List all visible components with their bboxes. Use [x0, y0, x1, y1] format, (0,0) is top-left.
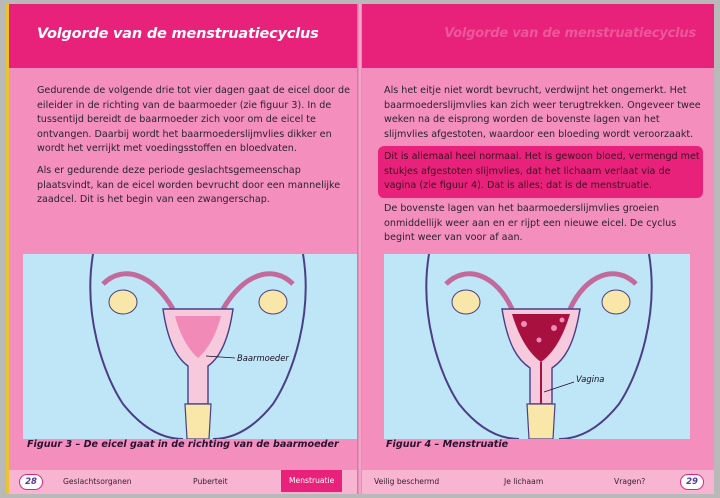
page-number-29: 29 — [680, 474, 704, 490]
page-title-faded: Volgorde van de menstruatiecyclus — [444, 26, 696, 41]
uterus-diagram-fig3 — [23, 254, 361, 439]
figure-4-illustration — [384, 254, 690, 439]
figure-label-vagina: Vagina — [576, 374, 605, 384]
figure-3-caption: Figuur 3 – De eicel gaat in de richting van de baarmoeder — [27, 439, 339, 450]
left-page-header — [9, 4, 361, 68]
right-paragraph-3: De bovenste lagen van het baarmoederslijmvlies groeien onmiddellijk weer aan en er rijpt een nieuwe eicel. De cyclus begint weer van voor af aan. — [384, 203, 677, 244]
figure-label-baarmoeder: Baarmoeder — [237, 353, 289, 363]
left-paragraph-1: Gedurende de volgende drie tot vier dagen gaat de eicel door de eileider in de richting van de baarmoeder (zie figuur 3). In de tussentijd bereidt de baarmoeder zich voor om de eicel te ontvangen. Daarbij wordt het baarmoederslijmvlies dikker en wordt het verrijkt met voedingsstoffen en bloedvaten. — [37, 85, 351, 155]
left-footer-nav — [9, 470, 361, 494]
uterus-diagram-fig4 — [384, 254, 690, 439]
tab-menstruatie[interactable]: Menstruatie — [281, 470, 342, 492]
right-page — [362, 4, 714, 494]
tab-geslachtsorganen[interactable]: Geslachtsorganen — [63, 477, 132, 486]
page-title: Volgorde van de menstruatiecyclus — [37, 26, 319, 42]
tab-puberteit[interactable]: Puberteit — [193, 477, 228, 486]
right-paragraph-1: Als het eitje niet wordt bevrucht, verdwijnt het ongemerkt. Het baarmoederslijmvlies kan zich weer terugtrekken. Ongeveer twee weken na de eisprong worden de bovenste lagen van het slijmvlies afgestoten, waardoor een bloeding wordt veroorzaakt. — [384, 85, 701, 140]
right-footer-nav — [362, 470, 714, 494]
left-page — [6, 4, 361, 494]
left-paragraph-2: Als er gedurende deze periode geslachtsgemeenschap plaatsvindt, kan de eicel worden bevrucht door een mannelijke zaadcel. Dit is het begin van een zwangerschap. — [37, 165, 341, 206]
figure-4-caption: Figuur 4 – Menstruatie — [386, 439, 509, 450]
page-number-28: 28 — [19, 474, 43, 490]
right-page-header — [362, 4, 714, 68]
tab-je-lichaam[interactable]: Je lichaam — [504, 477, 544, 486]
figure-3-illustration — [23, 254, 361, 439]
tab-veilig-beschermd[interactable]: Veilig beschermd — [374, 477, 440, 486]
tab-vragen[interactable]: Vragen? — [614, 477, 646, 486]
right-paragraph-highlight: Dit is allemaal heel normaal. Het is gewoon bloed, vermengd met stukjes afgestoten slijmvlies, dat het lichaam verlaat via de vagina (zie figuur 4). Dat is alles; dat is de menstruatie. — [384, 151, 700, 192]
